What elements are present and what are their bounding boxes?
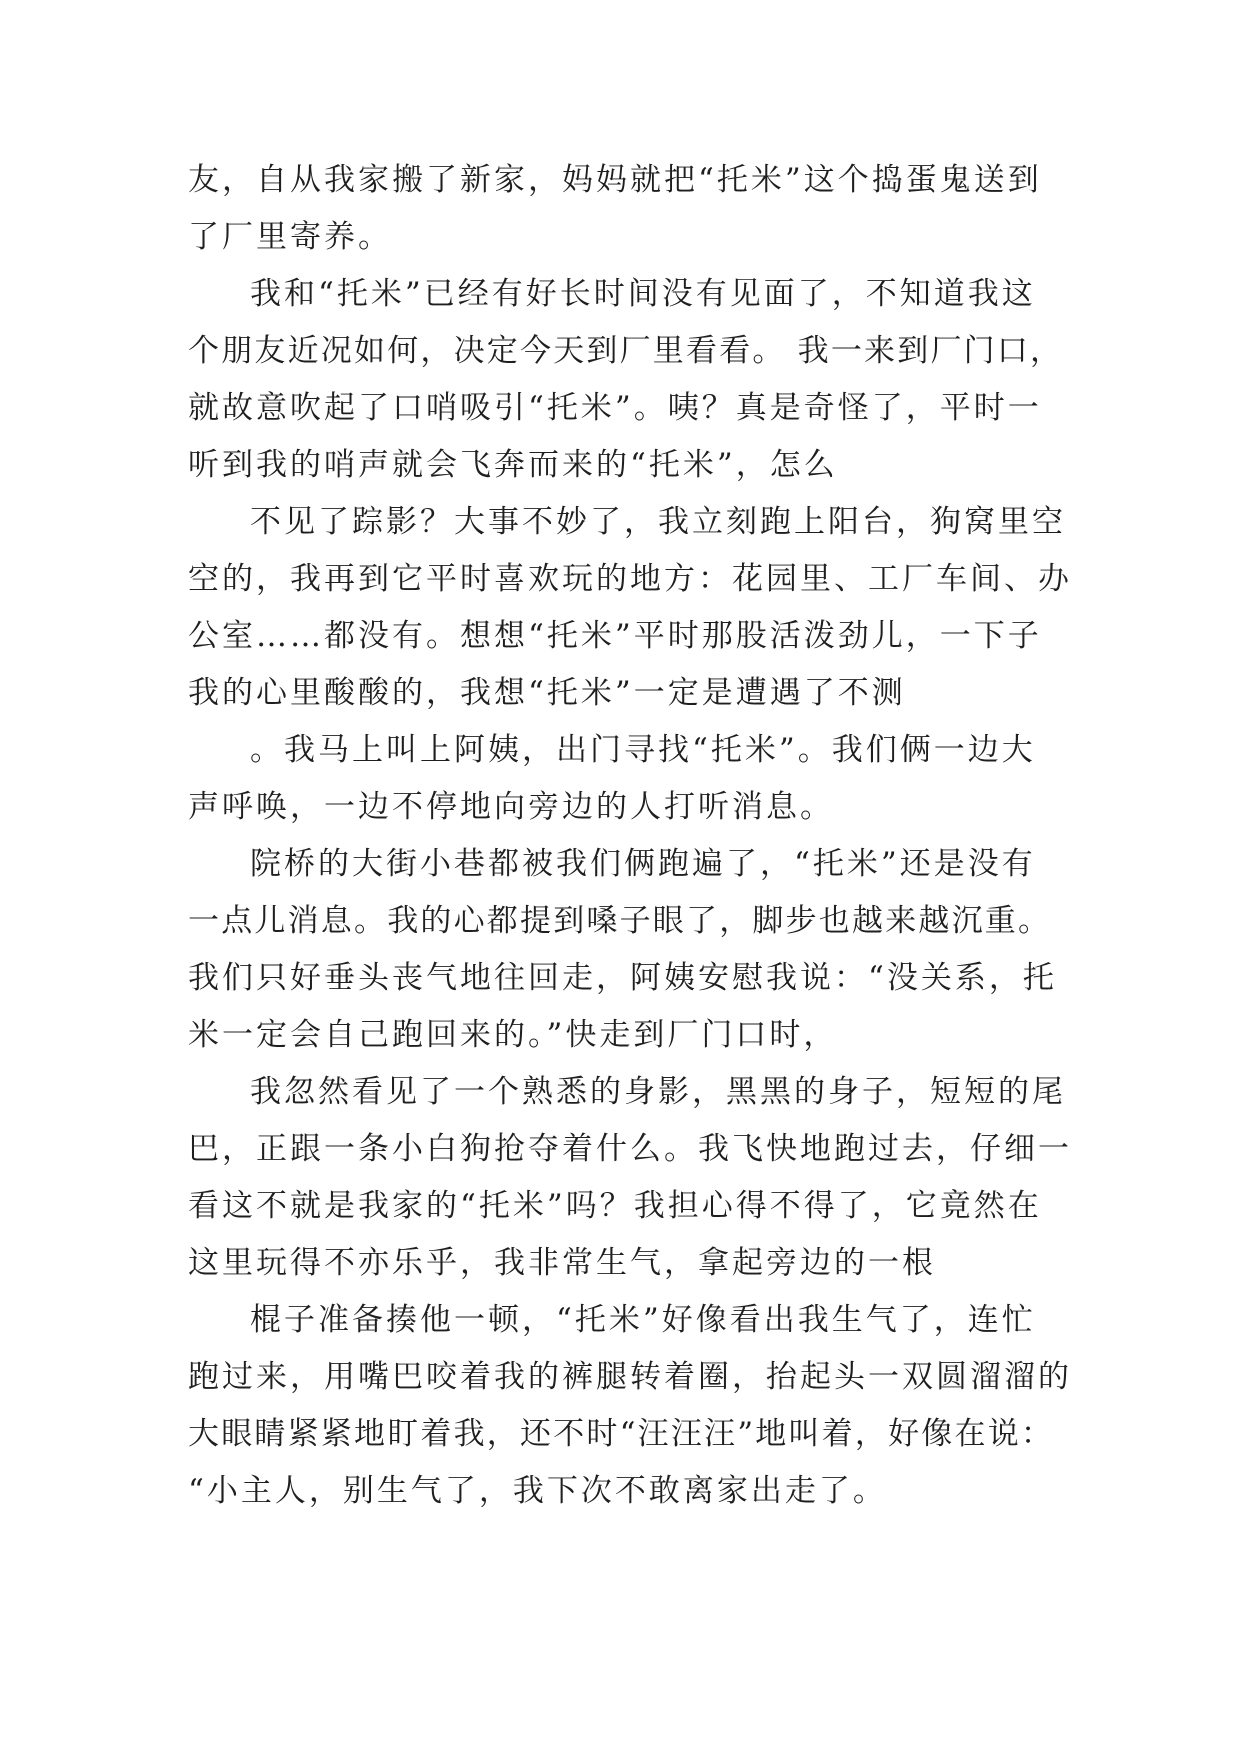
text-line: 声呼唤，一边不停地向旁边的人打听消息。 — [188, 789, 834, 825]
text-line: 就故意吹起了口哨吸引“托米”。咦？真是奇怪了，平时一 — [188, 390, 1042, 426]
text-line: 公室……都没有。想想“托米”平时那股活泼劲儿，一下子 — [188, 618, 1042, 654]
paragraph-7 — [188, 1292, 1072, 1520]
text-line: 看这不就是我家的“托米”吗？我担心得不得了，它竟然在 — [188, 1188, 1042, 1224]
text-line: 友，自从我家搬了新家，妈妈就把“托米”这个捣蛋鬼送到 — [188, 162, 1042, 198]
paragraph-4 — [188, 722, 1064, 836]
text-line: 了厂里寄养。 — [188, 219, 392, 255]
paragraph-5 — [188, 836, 1064, 1064]
document-body — [188, 152, 1072, 1520]
text-line: 听到我的哨声就会飞奔而来的“托米”，怎么 — [188, 447, 838, 483]
text-line: 大眼睛紧紧地盯着我，还不时“汪汪汪”地叫着，好像在说： — [188, 1416, 1055, 1452]
text-line: 我的心里酸酸的，我想“托米”一定是遭遇了不测 — [188, 675, 906, 711]
text-line: 巴，正跟一条小白狗抢夺着什么。我飞快地跑过去，仔细一 — [188, 1131, 1072, 1167]
paragraph-3 — [188, 494, 1072, 722]
text-line: 我忽然看见了一个熟悉的身影，黑黑的身子，短短的尾 — [250, 1074, 1066, 1110]
text-line: 米一定会自己跑回来的。”快走到厂门口时， — [188, 1017, 838, 1053]
text-line: 一点儿消息。我的心都提到嗓子眼了，脚步也越来越沉重。 — [188, 903, 1052, 939]
paragraph-1 — [188, 152, 1064, 266]
text-line: 我和“托米”已经有好长时间没有见面了，不知道我这 — [250, 276, 1036, 312]
text-line: 棍子准备揍他一顿，“托米”好像看出我生气了，连忙 — [250, 1302, 1036, 1338]
text-line: 。我马上叫上阿姨，出门寻找“托米”。我们俩一边大 — [250, 732, 1036, 768]
paragraph-2 — [188, 266, 1064, 494]
text-line: “小主人，别生气了，我下次不敢离家出走了。 — [188, 1473, 887, 1509]
text-line: 院桥的大街小巷都被我们俩跑遍了，“托米”还是没有 — [250, 846, 1036, 882]
text-line: 我们只好垂头丧气地往回走，阿姨安慰我说：“没关系，托 — [188, 960, 1057, 996]
text-line: 个朋友近况如何，决定今天到厂里看看。 我一来到厂门口， — [188, 333, 1064, 369]
text-line: 空的，我再到它平时喜欢玩的地方：花园里、工厂车间、办 — [188, 561, 1072, 597]
text-line: 这里玩得不亦乐乎，我非常生气，拿起旁边的一根 — [188, 1245, 936, 1281]
text-line: 跑过来，用嘴巴咬着我的裤腿转着圈，抬起头一双圆溜溜的 — [188, 1359, 1072, 1395]
text-line: 不见了踪影？大事不妙了，我立刻跑上阳台，狗窝里空 — [250, 504, 1066, 540]
paragraph-6 — [188, 1064, 1072, 1292]
